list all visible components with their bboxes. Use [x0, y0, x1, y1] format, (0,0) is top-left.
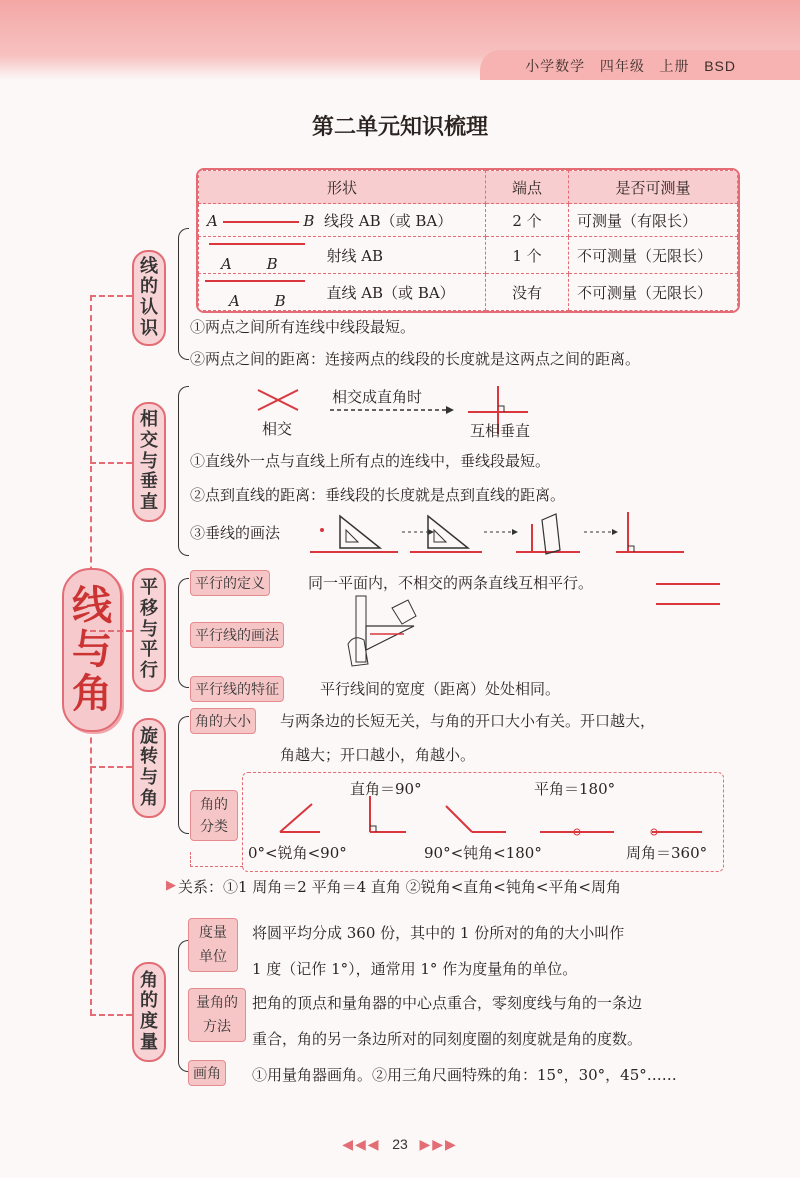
branch-line	[90, 1014, 132, 1016]
table-row	[199, 274, 738, 311]
measure-unit-text-1: 将圆平均分成 360 份，其中的 1 份所对的角的大小叫作	[252, 924, 625, 942]
tag-line: 角的	[200, 796, 228, 812]
node-char: 平	[140, 577, 158, 599]
node-char: 角	[140, 969, 158, 991]
parallel-def-text: 同一平面内，不相交的两条直线互相平行。	[308, 574, 594, 592]
measure-method-text-2: 重合，角的另一条边所对的同刻度圈的刻度就是角的度数。	[252, 1030, 643, 1048]
measure-unit-tag	[188, 918, 238, 972]
segment-icon	[223, 221, 299, 223]
cross-label: 相交	[262, 420, 293, 438]
node-char: 与	[140, 450, 158, 472]
main-topic-node	[62, 568, 122, 732]
intersect-note-1: ①直线外一点与直线上所有点的连线中，垂线段最短。	[190, 452, 551, 470]
intersect-diagram	[250, 384, 720, 454]
node-char: 量	[140, 1031, 158, 1053]
full-angle-label: 周角＝360°	[626, 844, 708, 862]
branch-line	[90, 630, 132, 632]
brace	[178, 716, 189, 834]
line-icon	[205, 280, 305, 282]
point-label: B	[266, 254, 278, 273]
relation-arrow-icon: ▶	[166, 878, 176, 893]
ends-cell: 2 个	[486, 204, 569, 237]
node-char: 垂	[140, 471, 158, 493]
brace	[178, 578, 189, 688]
tag-line: 方法	[203, 1017, 231, 1034]
draw-angle-tag: 画角	[188, 1060, 226, 1086]
main-topic-char: 角	[72, 670, 112, 717]
parallel-feature-text: 平行线间的宽度（距离）处处相同。	[320, 680, 561, 698]
section-measure-node	[132, 962, 166, 1062]
node-char: 直	[140, 492, 158, 514]
book-volume: 上册	[659, 58, 690, 74]
measure-cell: 可测量（有限长）	[569, 204, 738, 237]
node-char: 转	[140, 746, 158, 768]
table-row	[199, 237, 738, 274]
tag-line: 单位	[199, 947, 227, 964]
book-grade: 四年级	[599, 58, 645, 74]
node-char: 认	[140, 297, 158, 318]
tag-line: 度量	[199, 924, 227, 940]
line-note-2: ②两点之间的距离：连接两点的线段的长度就是这两点之间的距离。	[190, 350, 641, 368]
angle-size-tag: 角的大小	[190, 708, 256, 734]
measure-method-tag	[188, 988, 246, 1042]
book-edition: BSD	[704, 58, 736, 74]
tag-line: 量角的	[196, 994, 238, 1010]
shape-name: 射线 AB	[326, 246, 384, 265]
table-header: 端点	[486, 171, 569, 204]
node-char: 平	[140, 639, 158, 661]
brace	[178, 386, 189, 556]
point-label: A	[221, 254, 232, 273]
measure-unit-text-2: 1 度（记作 1°），通常用 1° 作为度量角的单位。	[252, 960, 578, 978]
node-char: 与	[140, 767, 158, 788]
node-char: 角	[140, 787, 158, 809]
intersect-note-2: ②点到直线的距离：垂线段的长度就是点到直线的距离。	[190, 486, 566, 504]
node-char: 交	[140, 429, 158, 451]
ends-cell: 没有	[486, 274, 569, 311]
arrow-head	[446, 406, 454, 414]
angle-relation-text: 关系：①1 周角＝2 平角＝4 直角 ②锐角<直角<钝角<平角<周角	[178, 878, 621, 896]
node-char: 识	[140, 317, 158, 339]
table-header: 形状	[199, 171, 486, 204]
straight-angle-label: 平角＝180°	[534, 780, 616, 798]
main-topic-char: 线	[72, 582, 112, 629]
ray-icon	[209, 243, 305, 245]
point-label: A	[229, 291, 240, 310]
section-parallel-node	[132, 568, 166, 692]
shape-cell	[199, 204, 486, 237]
straight-angle-icon	[540, 829, 614, 835]
table-row	[199, 204, 738, 237]
angle-size-text-1: 与两条边的长短无关，与角的开口大小有关。开口越大，	[280, 712, 656, 730]
page-title: 第二单元知识梳理	[311, 114, 488, 139]
line-table	[196, 168, 740, 313]
parallel-lines-icon	[654, 578, 724, 612]
measure-cell: 不可测量（无限长）	[569, 274, 738, 311]
angle-class-tag	[190, 790, 238, 841]
node-char: 相	[140, 409, 158, 431]
footer-right-arrows-icon: ▶▶▶	[419, 1136, 458, 1152]
node-char: 度	[140, 1011, 158, 1032]
shape-name: 直线 AB（或 BA）	[326, 283, 455, 302]
node-char: 行	[140, 660, 158, 682]
branch-line	[90, 295, 132, 297]
point-label: A	[207, 211, 218, 230]
angle-size-text-2: 角越大；开口越小，角越小。	[280, 746, 476, 764]
section-intersect-node	[132, 402, 166, 522]
node-char: 移	[140, 597, 158, 619]
node-char: 与	[140, 618, 158, 640]
line-note-1: ①两点之间所有连线中线段最短。	[190, 318, 416, 336]
header-info	[525, 56, 736, 76]
acute-angle-label: 0°<锐角<90°	[248, 844, 347, 862]
shape-cell	[199, 237, 486, 274]
intersect-note-3: ③垂线的画法	[190, 524, 281, 542]
measure-method-text-1: 把角的顶点和量角器的中心点重合，零刻度线与角的一条边	[252, 994, 643, 1012]
obtuse-angle-icon	[446, 806, 506, 832]
ends-cell: 1 个	[486, 237, 569, 274]
right-angle-icon	[370, 796, 406, 832]
full-angle-icon	[651, 829, 702, 835]
footer-left-arrows-icon: ◀◀◀	[342, 1136, 381, 1152]
perpendicular-steps-diagram	[310, 510, 690, 560]
shape-name: 线段 AB（或 BA）	[323, 211, 453, 230]
node-char: 的	[140, 276, 158, 298]
right-angle-label: 直角＝90°	[350, 780, 422, 798]
arrow-label: 相交成直角时	[332, 388, 423, 406]
table-header: 是否可测量	[569, 171, 738, 204]
book-subject: 小学数学	[525, 58, 586, 74]
point-label: B	[303, 211, 315, 230]
brace	[178, 228, 189, 360]
section-line-node	[132, 250, 166, 346]
parallel-feature-tag: 平行线的特征	[190, 676, 284, 702]
obtuse-angle-label: 90°<钝角<180°	[424, 844, 542, 862]
ruler-drawing-icon	[344, 594, 424, 668]
shape-cell	[199, 274, 486, 311]
relation-connector	[190, 852, 243, 867]
branch-line	[90, 462, 132, 464]
node-char: 的	[140, 990, 158, 1012]
perp-label: 互相垂直	[470, 422, 531, 440]
acute-angle-icon	[280, 804, 320, 832]
branch-line	[90, 766, 132, 768]
node-char: 线	[140, 255, 158, 277]
cross-lines-icon	[258, 390, 298, 410]
main-topic-char: 与	[72, 626, 112, 673]
parallel-draw-tag: 平行线的画法	[190, 622, 284, 648]
point-label: B	[274, 291, 286, 310]
tag-line: 分类	[200, 818, 228, 835]
section-rotation-node	[132, 718, 166, 818]
parallel-def-tag: 平行的定义	[190, 570, 270, 596]
page-number: 23	[392, 1136, 408, 1152]
measure-cell: 不可测量（无限长）	[569, 237, 738, 274]
node-char: 旋	[140, 725, 158, 747]
draw-angle-text: ①用量角器画角。②用三角尺画特殊的角：15°，30°，45°……	[252, 1066, 677, 1084]
page-footer	[0, 1136, 800, 1153]
